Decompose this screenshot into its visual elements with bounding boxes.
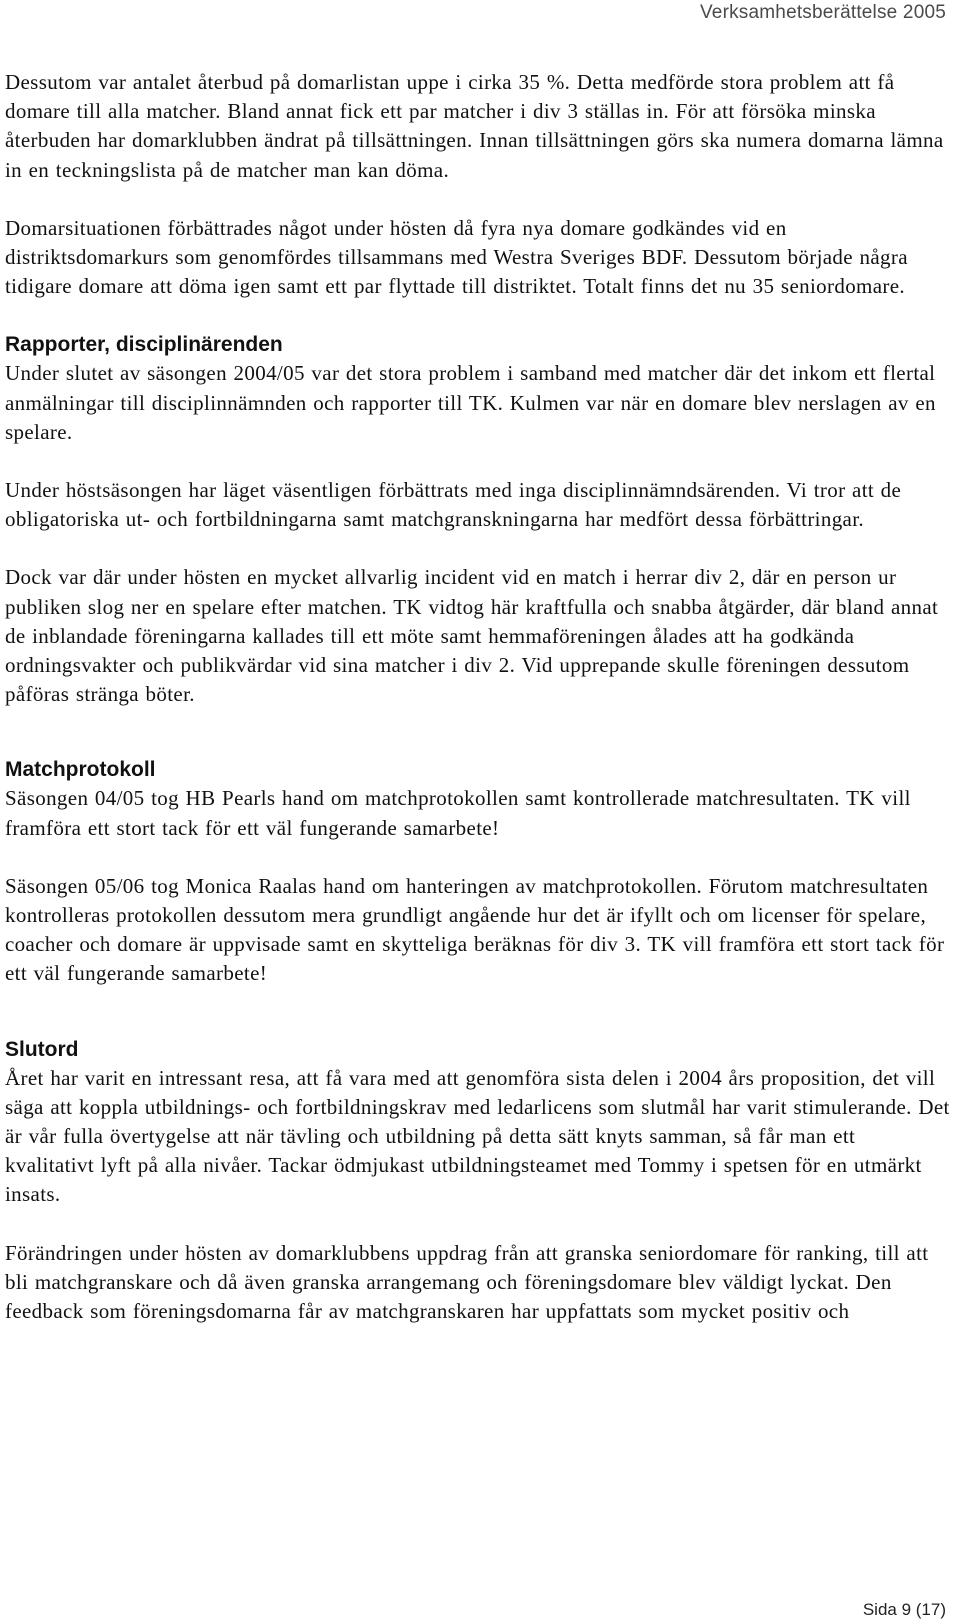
paragraph-spacer xyxy=(5,301,950,330)
page-number: Sida 9 (17) xyxy=(862,1600,946,1619)
paragraph-spacer xyxy=(5,185,950,214)
section-heading-disciplin: Rapporter, disciplinärenden xyxy=(5,333,283,357)
document-header-title: Verksamhetsberättelse 2005 xyxy=(699,2,946,23)
intro-paragraph-2: Domarsituationen förbättrades något under hösten då fyra nya domare godkändes vid en distriktsdomarkurs som genomfördes tillsammans med Westra Sveriges BDF. Dessutom började några tidigare domare att döma igen samt ett par flyttade till distriktet. Totalt finns det nu 35 seniordomare. xyxy=(5,215,908,299)
paragraph-spacer xyxy=(5,447,950,476)
paragraph-spacer xyxy=(5,843,950,872)
matchprotokoll-paragraph-1: Säsongen 04/05 tog HB Pearls hand om matchprotokollen samt kontrollerade matchresultaten. TK vill framföra ett stort tack för ett väl fungerande samarbete! xyxy=(5,786,911,840)
section-spacer xyxy=(5,989,950,1035)
paragraph-spacer xyxy=(5,534,950,563)
section-heading-matchprotokoll: Matchprotokoll xyxy=(5,758,156,782)
disciplin-paragraph-2: Under höstsäsongen har läget väsentligen förbättrats med inga disciplinnämndsärenden. Vi tror att de obligatoriska ut- och fortbildningarna samt matchgranskningarna har medfört dessa förbättringar. xyxy=(5,478,902,532)
section-heading-slutord: Slutord xyxy=(5,1037,79,1061)
disciplin-paragraph-3: Dock var där under hösten en mycket allvarlig incident vid en match i herrar div 2, där en person ur publiken slog ner en spelare efter matchen. TK vidtog här kraftfulla och snabba åtgärder, där bland annat de inblandade föreningarna kallades till ett möte samt hemmaföreningen ålades att ha godkända ordningsvakter och publikvärdar vid sina matcher i div 2. Vid upprepande skulle föreningen dessutom påföras stränga böter. xyxy=(5,565,939,707)
intro-paragraph-1: Dessutom var antalet återbud på domarlistan uppe i cirka 35 %. Detta medförde stora problem att få domare till alla matcher. Bland annat fick ett par matcher i div 3 ställas in. För att försöka minska återbuden har domarklubben ändrat på tillsättningen. Innan tillsättningen görs ska numera domarna lämna in en teckningslista på de matcher man kan döma. xyxy=(5,70,944,182)
disciplin-paragraph-1: Under slutet av säsongen 2004/05 var det stora problem i samband med matcher där det inkom ett flertal anmälningar till disciplinnämnden och rapporter till TK. Kulmen var när en domare blev nerslagen av en spelare. xyxy=(5,361,936,444)
section-spacer xyxy=(5,709,950,755)
document-body xyxy=(5,68,950,1326)
slutord-paragraph-1: Året har varit en intressant resa, att få vara med att genomföra sista delen i 2004 års proposition, det vill säga att koppla utbildnings- och fortbildningskrav med ledarlicens som slutmål har varit stimulerande. Det är vår fulla övertygelse att när tävling och utbildning på detta sätt knyts samman, så får man ett kvalitativt lyft på alla nivåer. Tackar ödmjukast utbildningsteamet med Tommy i spetsen för en utmärkt insats. xyxy=(5,1065,950,1207)
slutord-paragraph-2: Förändringen under hösten av domarklubbens uppdrag från att granska seniordomare för ranking, till att bli matchgranskare och då även granska arrangemang och föreningsdomare blev väldigt lyckat. Den feedback som föreningsdomarna får av matchgranskaren har uppfattats som mycket positiv och xyxy=(5,1240,929,1324)
paragraph-spacer xyxy=(5,1210,950,1239)
matchprotokoll-paragraph-2: Säsongen 05/06 tog Monica Raalas hand om hanteringen av matchprotokollen. Förutom matchresultaten kontrolleras protokollen dessutom mera grundligt angående hur det är ifyllt och om licenser för spelare, coacher och domare är uppvisade samt en skytteliga beräknas för div 3. TK vill framföra ett stort tack för ett väl fungerande samarbete! xyxy=(5,873,945,986)
